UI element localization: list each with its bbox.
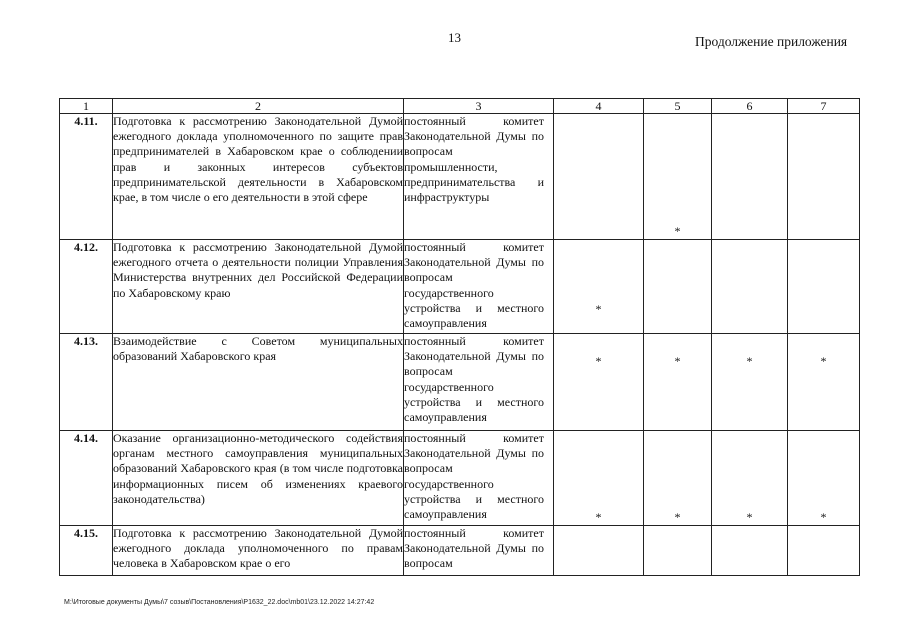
mark-asterisk: * bbox=[746, 354, 753, 368]
mark-cell bbox=[712, 240, 788, 334]
table-row bbox=[60, 431, 860, 526]
item-responsible bbox=[404, 114, 554, 240]
mark-cell bbox=[554, 431, 644, 526]
item-responsible bbox=[404, 526, 554, 576]
column-number-row bbox=[60, 99, 860, 114]
column-header: 5 bbox=[644, 99, 712, 114]
mark-cell bbox=[712, 114, 788, 240]
mark-asterisk: * bbox=[674, 509, 681, 524]
item-number: 4.14. bbox=[60, 431, 113, 526]
responsible-text: постоянный комитет Законодательной Думы по вопросам bbox=[404, 526, 544, 571]
continuation-label: Продолжение приложения bbox=[695, 34, 848, 49]
column-header: 6 bbox=[712, 99, 788, 114]
table-row bbox=[60, 240, 860, 334]
item-responsible bbox=[404, 431, 554, 526]
column-header: 2 bbox=[113, 99, 404, 114]
mark-asterisk: * bbox=[674, 354, 681, 368]
responsible-text: постоянный комитет Законодательной Думы по вопросам промышленности, предпринимательства и инфраструктуры bbox=[404, 114, 544, 205]
mark-cell bbox=[644, 114, 712, 240]
mark-cell bbox=[788, 334, 860, 431]
page-number: 13 bbox=[448, 30, 461, 45]
mark-asterisk: * bbox=[595, 354, 602, 368]
mark-cell bbox=[644, 334, 712, 431]
mark-asterisk: * bbox=[595, 509, 602, 524]
item-number: 4.13. bbox=[60, 334, 113, 431]
mark-cell bbox=[554, 526, 644, 576]
column-header: 4 bbox=[554, 99, 644, 114]
column-header: 7 bbox=[788, 99, 860, 114]
mark-cell bbox=[554, 334, 644, 431]
mark-asterisk: * bbox=[674, 223, 681, 238]
file-path-footer: M:\Итоговые документы Думы\7 созыв\Постановления\P1632_22.doc\mb01\23.12.2022 14:27:42 bbox=[64, 599, 375, 606]
plan-table bbox=[59, 98, 860, 576]
mark-cell bbox=[554, 240, 644, 334]
item-number: 4.11. bbox=[60, 114, 113, 240]
item-description: Подготовка к рассмотрению Законодательной Думой ежегодного доклада уполномоченного по защите прав предпринимателей в Хабаровском крае о соблюдении прав и законных интересов субъектов предпринимательской деятельности в Хабаровском крае, в том числе о его деятельности в этой сфере bbox=[113, 114, 404, 240]
table-row bbox=[60, 526, 860, 576]
item-description: Подготовка к рассмотрению Законодательной Думой ежегодного отчета о деятельности полиции Управления Министерства внутренних дел Российской Федерации по Хабаровскому краю bbox=[113, 240, 404, 334]
responsible-text: постоянный комитет Законодательной Думы по вопросам государственного устройства и местного самоуправления bbox=[404, 334, 544, 425]
mark-asterisk: * bbox=[595, 302, 602, 316]
mark-cell bbox=[788, 431, 860, 526]
item-description: Взаимодействие с Советом муниципальных образований Хабаровского края bbox=[113, 334, 404, 431]
item-description: Оказание организационно-методического содействия органам местного самоуправления муниципальных образований Хабаровского края (в том числе подготовка информационных писем об изменениях краевого законодательства) bbox=[113, 431, 404, 526]
mark-asterisk: * bbox=[746, 509, 753, 524]
mark-cell bbox=[644, 431, 712, 526]
responsible-text: постоянный комитет Законодательной Думы по вопросам государственного устройства и местного самоуправления bbox=[404, 431, 544, 522]
table-row bbox=[60, 114, 860, 240]
mark-asterisk: * bbox=[820, 509, 827, 524]
item-responsible bbox=[404, 240, 554, 334]
mark-cell bbox=[788, 240, 860, 334]
item-responsible bbox=[404, 334, 554, 431]
item-number: 4.15. bbox=[60, 526, 113, 576]
mark-cell bbox=[788, 114, 860, 240]
mark-cell bbox=[712, 431, 788, 526]
item-number: 4.12. bbox=[60, 240, 113, 334]
item-description: Подготовка к рассмотрению Законодательной Думой ежегодного доклада уполномоченного по правам человека в Хабаровском крае о его bbox=[113, 526, 404, 576]
column-header: 3 bbox=[404, 99, 554, 114]
mark-asterisk: * bbox=[820, 354, 827, 368]
mark-cell bbox=[554, 114, 644, 240]
mark-cell bbox=[788, 526, 860, 576]
mark-cell bbox=[712, 334, 788, 431]
column-header: 1 bbox=[60, 99, 113, 114]
responsible-text: постоянный комитет Законодательной Думы по вопросам государственного устройства и местного самоуправления bbox=[404, 240, 544, 331]
mark-cell bbox=[644, 240, 712, 334]
table-row bbox=[60, 334, 860, 431]
mark-cell bbox=[644, 526, 712, 576]
mark-cell bbox=[712, 526, 788, 576]
